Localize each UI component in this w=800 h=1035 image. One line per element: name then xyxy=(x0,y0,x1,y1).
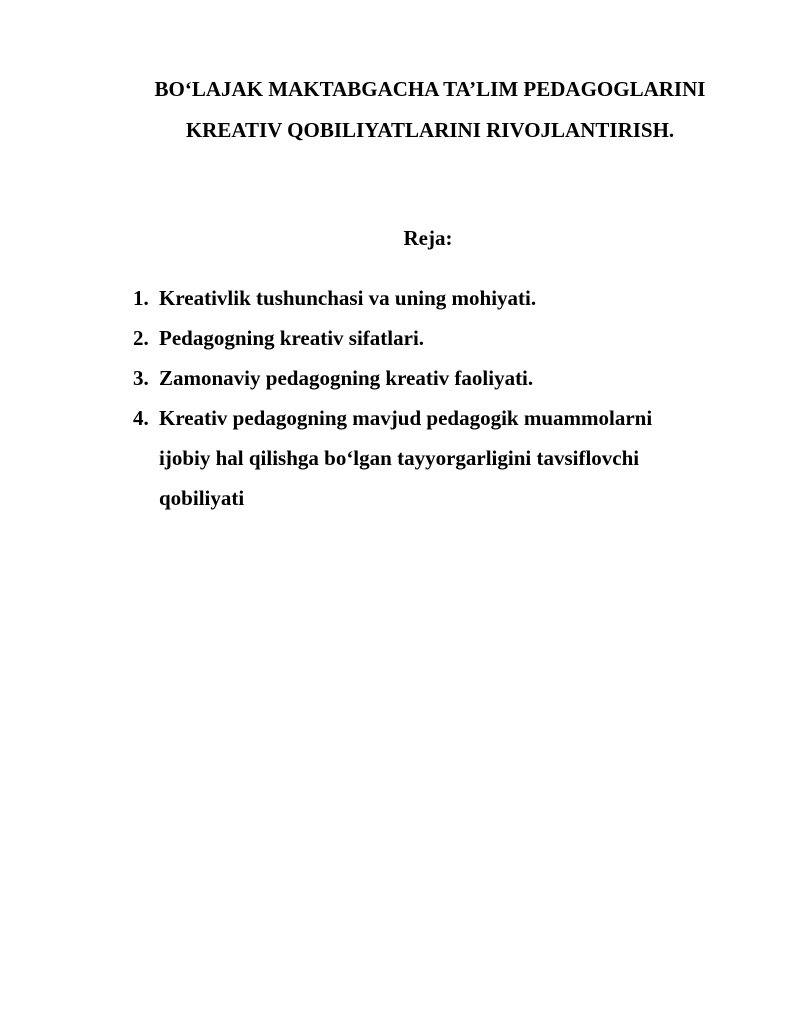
plan-item-number: 4. xyxy=(133,406,149,430)
plan-heading: Reja: xyxy=(403,226,453,250)
plan-item-number: 2. xyxy=(133,326,149,350)
plan-item-3 xyxy=(133,358,753,398)
plan-item-4 xyxy=(133,398,753,518)
plan-item-1 xyxy=(133,278,753,318)
plan-item-2 xyxy=(133,318,753,358)
plan-item-number: 3. xyxy=(133,366,149,390)
plan-item-number: 1. xyxy=(133,286,149,310)
plan-list xyxy=(133,278,753,518)
document-title-line-2: KREATIV QOBILIYATLARINI RIVOJLANTIRISH. xyxy=(185,118,675,142)
plan-item-text: Kreativlik tushunchasi va uning mohiyati. xyxy=(159,286,537,310)
plan-item-text: Zamonaviy pedagogning kreativ faoliyati. xyxy=(159,366,534,390)
plan-item-text: Kreativ pedagogning mavjud pedagogik muammolarni ijobiy hal qilishga bo‘lgan tayyorgarligini tavsiflovchi qobiliyati xyxy=(159,406,653,510)
document-title-line-1: BO‘LAJAK MAKTABGACHA TA’LIM PEDAGOGLARINI xyxy=(154,77,706,101)
plan-item-text: Pedagogning kreativ sifatlari. xyxy=(159,326,425,350)
